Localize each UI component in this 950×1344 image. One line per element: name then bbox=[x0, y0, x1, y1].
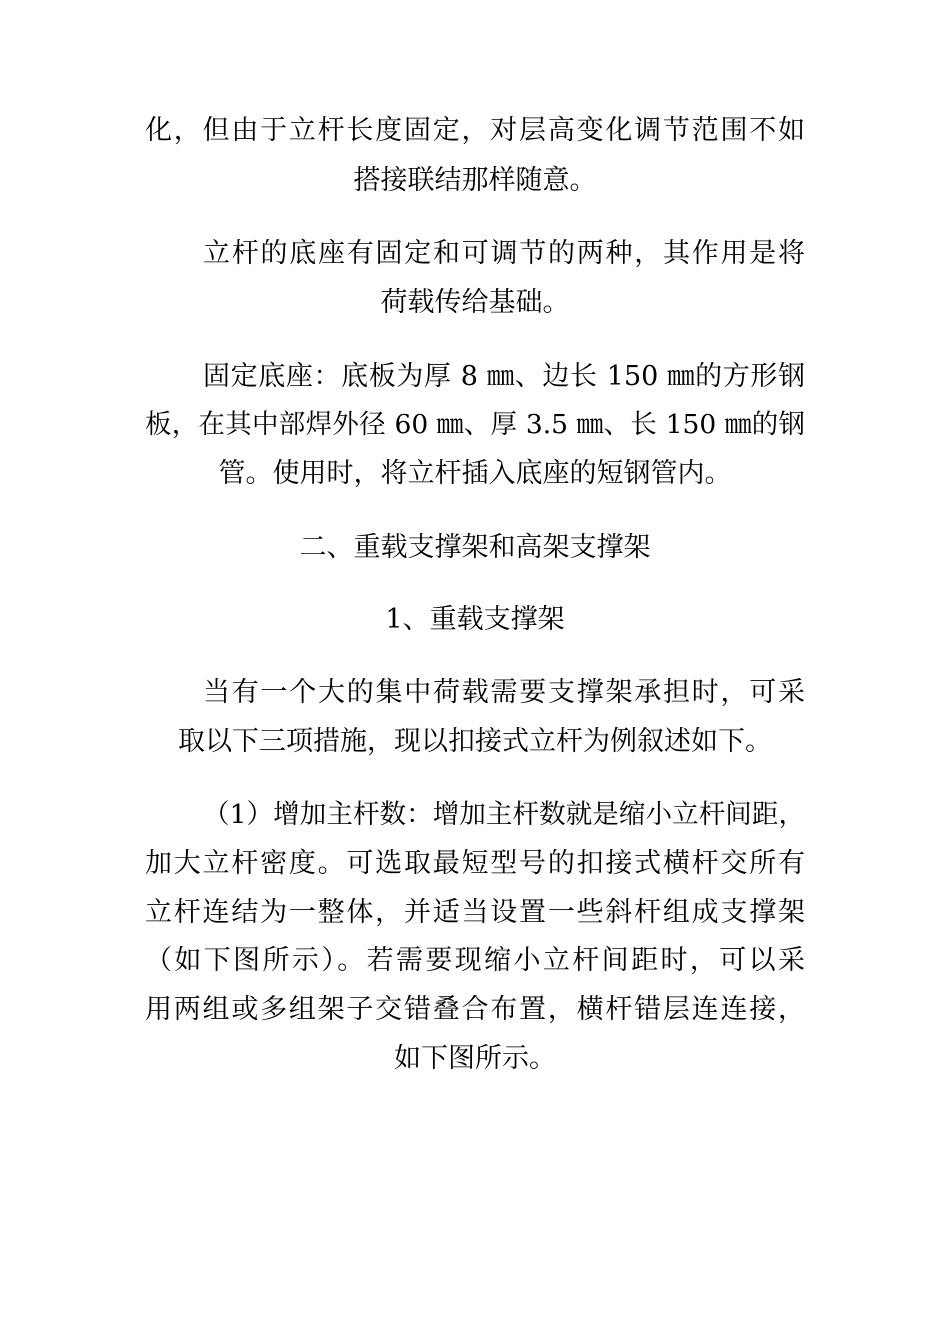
paragraph-7-line-6: 如下图所示。 bbox=[394, 1043, 556, 1074]
paragraph-7-line-3: 立杆连结为一整体，并适当设置一些斜杆组成支撑架 bbox=[145, 897, 805, 928]
paragraph-7-line-1: （1）增加主杆数：增加主杆数就是缩小立杆间距， bbox=[203, 799, 805, 830]
paragraph-6-line-1: 当有一个大的集中荷载需要支撑架承担时，可采 bbox=[203, 677, 805, 708]
paragraph-2-line-2: 荷载传给基础。 bbox=[380, 287, 570, 318]
paragraph-3-line-2: 板，在其中部焊外径 60 ㎜、厚 3.5 ㎜、长 150 ㎜的钢 bbox=[145, 409, 805, 440]
paragraph-1-line-1: 化，但由于立杆长度固定，对层高变化调节范围不如 bbox=[145, 115, 805, 146]
paragraph-7-line-4: （如下图所示）。若需要现缩小立杆间距时，可以采 bbox=[145, 945, 805, 976]
subsection-heading: 1、重载支撑架 bbox=[385, 604, 565, 635]
paragraph-3-line-1: 固定底座：底板为厚 8 ㎜、边长 150 ㎜的方形钢 bbox=[203, 361, 805, 392]
paragraph-6-line-2: 取以下三项措施，现以扣接式立杆为例叙述如下。 bbox=[178, 726, 772, 757]
paragraph-2-line-1: 立杆的底座有固定和可调节的两种，其作用是将 bbox=[203, 238, 805, 269]
paragraph-1-line-2: 搭接联结那样随意。 bbox=[353, 165, 597, 196]
paragraph-3-line-3: 管。使用时，将立杆插入底座的短钢管内。 bbox=[218, 458, 732, 489]
section-heading: 二、重载支撑架和高架支撑架 bbox=[299, 532, 651, 563]
paragraph-7-line-5: 用两组或多组架子交错叠合布置，横杆错层连连接， bbox=[145, 994, 805, 1025]
paragraph-7-line-2: 加大立杆密度。可选取最短型号的扣接式横杆交所有 bbox=[145, 848, 805, 879]
